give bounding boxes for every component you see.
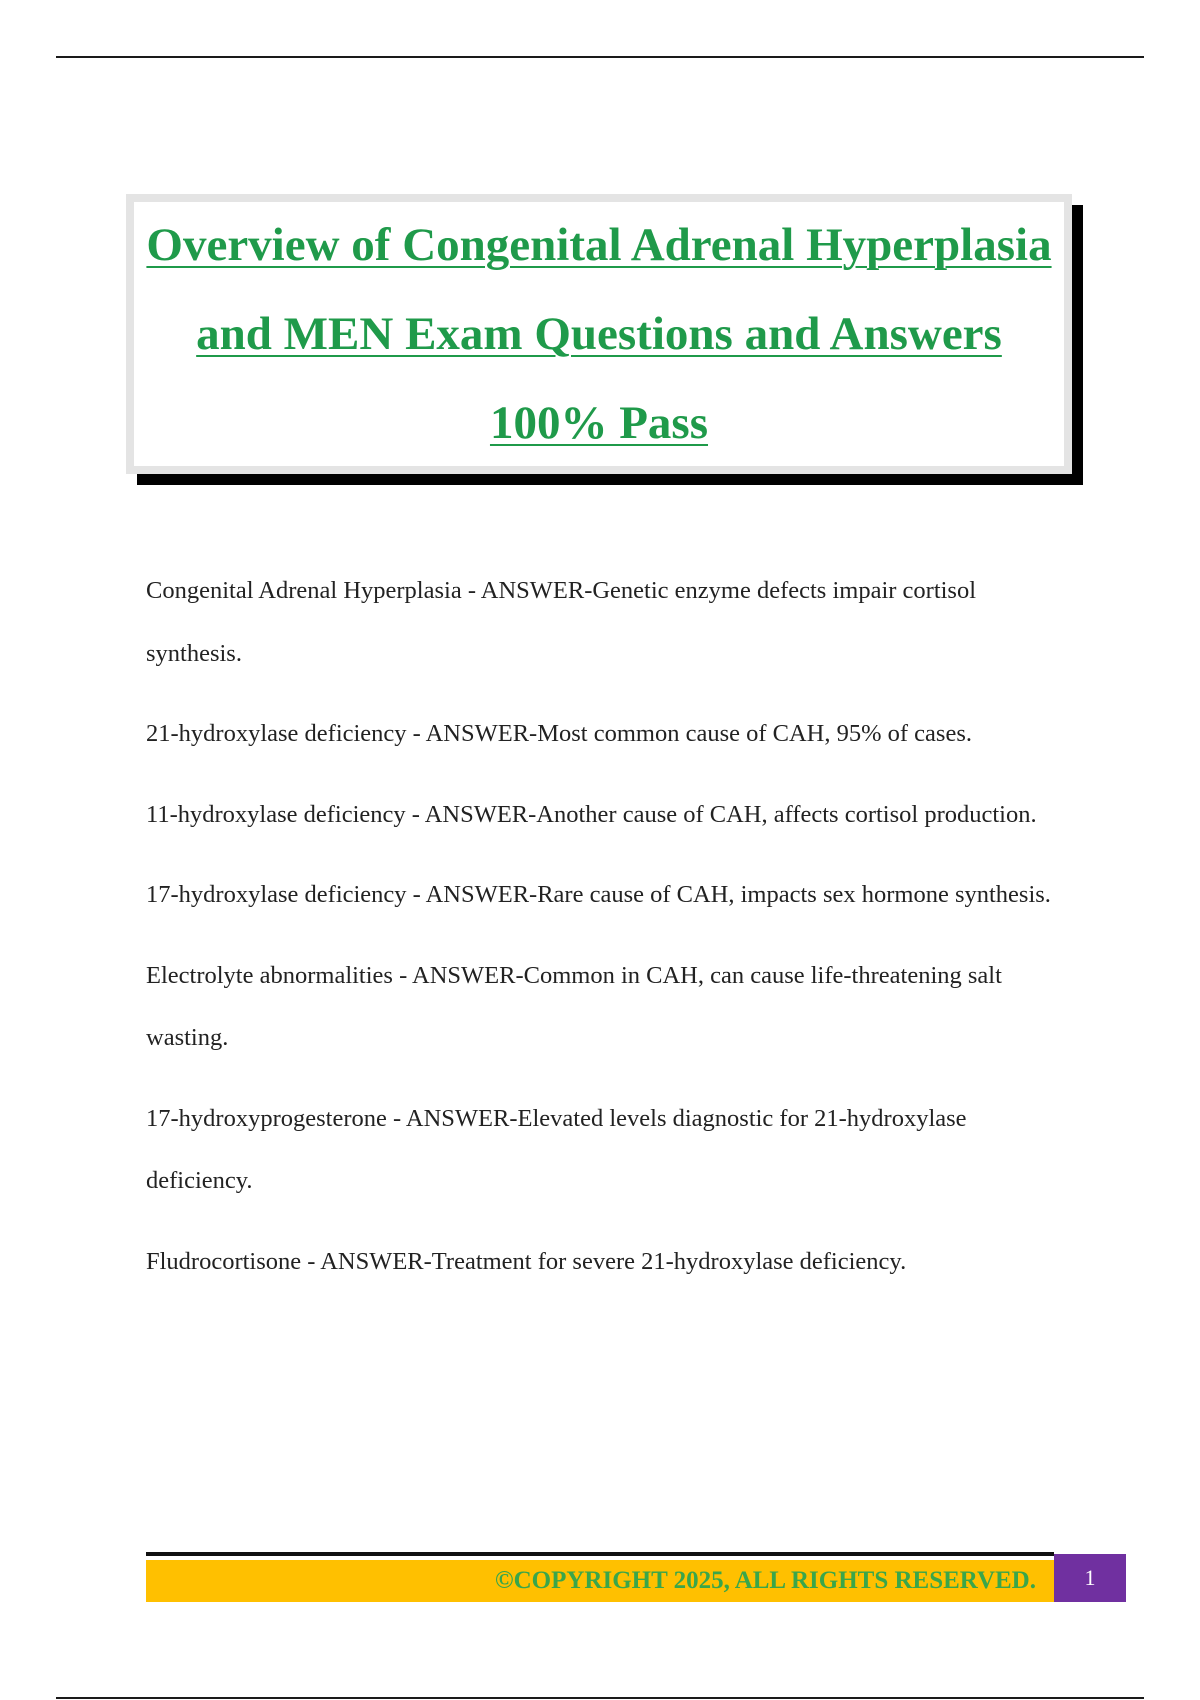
footer-bar	[146, 1560, 1054, 1602]
qa-item: Electrolyte abnormalities - ANSWER-Common in CAH, can cause life-threatening salt wasting.	[146, 961, 1002, 1051]
top-rule	[56, 56, 1144, 58]
copyright-text: ©COPYRIGHT 2025, ALL RIGHTS RESERVED.	[494, 1567, 1036, 1594]
document-title: Overview of Congenital Adrenal Hyperplasia and MEN Exam Questions and Answers 100% Pass	[146, 218, 1052, 449]
qa-item: 17-hydroxylase deficiency - ANSWER-Rare cause of CAH, impacts sex hormone synthesis.	[146, 881, 1051, 908]
qa-list	[146, 560, 1076, 1311]
title-box	[126, 194, 1072, 474]
qa-item: 17-hydroxyprogesterone - ANSWER-Elevated levels diagnostic for 21-hydroxylase deficiency.	[146, 1104, 967, 1194]
qa-item: 21-hydroxylase deficiency - ANSWER-Most common cause of CAH, 95% of cases.	[146, 720, 973, 747]
qa-item: 11-hydroxylase deficiency - ANSWER-Another cause of CAH, affects cortisol production.	[146, 800, 1037, 828]
footer-rule	[146, 1552, 1054, 1556]
qa-item: Congenital Adrenal Hyperplasia - ANSWER-Genetic enzyme defects impair cortisol synthesis.	[146, 577, 977, 667]
bottom-rule	[56, 1697, 1144, 1699]
page-number: 1	[1054, 1554, 1126, 1602]
qa-item: Fludrocortisone - ANSWER-Treatment for severe 21-hydroxylase deficiency.	[146, 1247, 907, 1275]
